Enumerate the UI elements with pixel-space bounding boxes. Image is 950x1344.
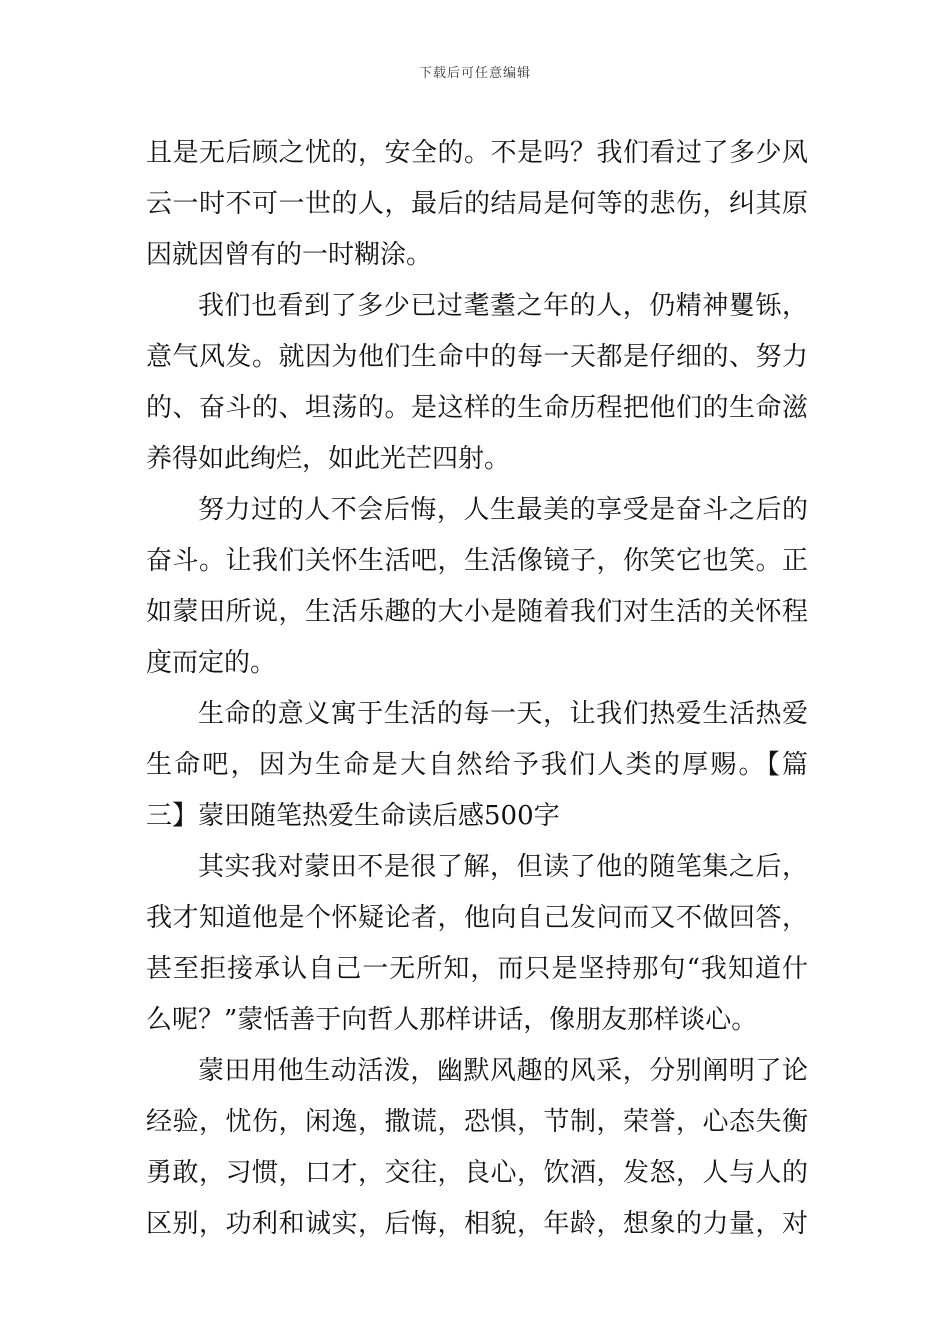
- text-line: 勇敢，习惯，口才，交往，良心，饮酒，发怒，人与人的: [146, 1158, 808, 1188]
- text-line: 生命的意义寓于生活的每一天，让我们热爱生活热爱: [198, 699, 808, 729]
- text-line: 努力过的人不会后悔，人生最美的享受是奋斗之后的: [198, 495, 808, 525]
- text-line: 蒙田用他生动活泼，幽默风趣的风采，分别阐明了论: [198, 1056, 808, 1086]
- text-line: 云一时不可一世的人，最后的结局是何等的悲伤，纠其原: [146, 189, 808, 219]
- text-line: 我们也看到了多少已过耄耋之年的人，仍精神矍铄，: [198, 291, 808, 321]
- text-line: 区别，功利和诚实，后悔，相貌，年龄，想象的力量，对: [146, 1209, 808, 1239]
- text-line: 且是无后顾之忧的，安全的。不是吗？我们看过了多少风: [146, 138, 808, 168]
- page-header: 下载后可任意编辑: [418, 66, 531, 81]
- text-line: 生命吧，因为生命是大自然给予我们人类的厚赐。【篇: [146, 750, 808, 780]
- text-line: 的、奋斗的、坦荡的。是这样的生命历程把他们的生命滋: [146, 393, 808, 423]
- text-line: 经验，忧伤，闲逸，撒谎，恐惧，节制，荣誉，心态失衡: [146, 1107, 808, 1137]
- text-line: 甚至拒接承认自己一无所知，而只是坚持那句“我知道什: [146, 954, 808, 984]
- text-line: 三】蒙田随笔热爱生命读后感500字: [146, 801, 560, 831]
- text-line: 度而定的。: [146, 648, 277, 678]
- text-line: 奋斗。让我们关怀生活吧，生活像镜子，你笑它也笑。正: [146, 546, 808, 576]
- text-line: 如蒙田所说，生活乐趣的大小是随着我们对生活的关怀程: [146, 597, 808, 627]
- text-line: 养得如此绚烂，如此光芒四射。: [146, 444, 511, 474]
- text-line: 因就因曾有的一时糊涂。: [146, 240, 433, 270]
- text-line: 意气风发。就因为他们生命中的每一天都是仔细的、努力: [146, 342, 808, 372]
- text-line: 我才知道他是个怀疑论者，他向自己发问而又不做回答，: [146, 903, 808, 933]
- text-line: 其实我对蒙田不是很了解，但读了他的随笔集之后，: [198, 852, 808, 882]
- document-body: [146, 128, 808, 1250]
- text-line: 么呢？”蒙恬善于向哲人那样讲话，像朋友那样谈心。: [146, 1005, 758, 1035]
